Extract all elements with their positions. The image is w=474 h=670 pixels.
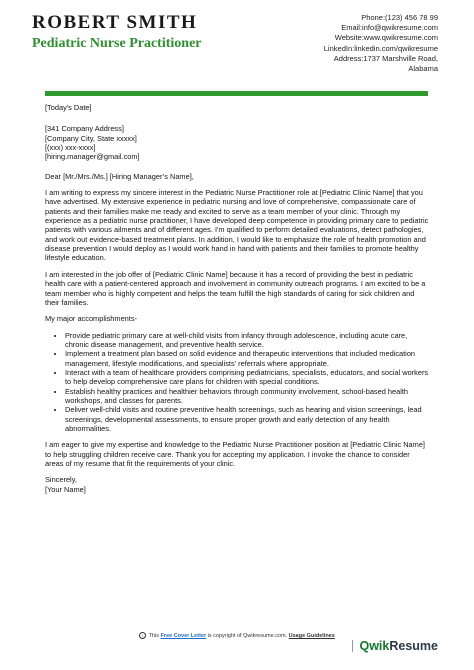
header-divider [45, 91, 428, 96]
list-item: • Establish healthy practices and healthier behaviors through community involvement, school-based health workshops, and classes for parents. [65, 387, 430, 406]
logo-text-resume: Resume [389, 639, 438, 653]
paragraph-interest: I am interested in the job offer of [Pediatric Clinic Name] because it has a record of providing the best in pediatric health care with a patient-centered approach and involvement in community outreach programs. I am excited to be a team member who is highly competent and helps the team fulfill the high standards of caring for sick children and their families. [45, 269, 426, 307]
usage-guidelines-link[interactable]: Usage Guidelines [288, 632, 335, 639]
address-line: [341 Company Address] [45, 124, 124, 134]
footer [0, 632, 474, 639]
signature: [Your Name] [45, 484, 86, 494]
contact-block [248, 13, 438, 74]
info-icon: i [139, 632, 146, 639]
address-line: [hiring.manager@gmail.com] [45, 152, 140, 162]
list-item: • Deliver well-child visits and routine preventive health screenings, such as hearing and vision screenings, lead screenings, developmental assessments, to ensure proper growth and early detection of any health abnormalities. [65, 405, 430, 433]
letter-body [45, 103, 430, 494]
job-title: Pediatric Nurse Practitioner [32, 36, 202, 51]
letter-date: [Today's Date] [45, 103, 92, 112]
address-line: [(xxx) xxx-xxxx] [45, 143, 96, 153]
recipient-address [45, 124, 430, 161]
contact-address: Address:1737 Marshville Road, [333, 53, 438, 63]
free-cover-letter-link[interactable]: Free Cover Letter [160, 632, 207, 639]
accomplishments-list [45, 331, 430, 434]
contact-linkedin[interactable]: LinkedIn:linkedin.com/qwikresume [323, 43, 438, 53]
list-item: • Interact with a team of healthcare providers comprising pediatricians, specialists, educators, and social workers to help develop comprehensive care plans for children with special conditions. [65, 368, 430, 387]
logo-divider [352, 640, 353, 652]
paragraph-intro: I am writing to express my sincere interest in the Pediatric Nurse Practitioner role at [Pediatric Clinic Name] that you have advertised. My extensive experience in pediatric nursing and love of comprehensive, compassionate care of patients and their families make me ready and excited to serve as a team member of your clinic. Through my experience as a pediatric nurse practitioner, I have developed deep competence in providing primary care to pediatric patients with various ailments and of different ages. I'm qualified to perform detailed evaluations, detect pathologies, and work out evidence-based treatment plans. In addition, I would like to emphasize the role of health promotion and disease prevention I would deploy as I would work hand in hand with patients and their families to promote healthy lifestyle education. [45, 188, 429, 263]
contact-address-state: Alabama [408, 64, 438, 74]
paragraph-closing: I am eager to give my expertise and knowledge to the Pediatric Nurse Practitioner position at [Pediatric Clinic Name] to help struggling children receive care. Thank you for accepting my application. I invoke the chance to consider areas of my resume that fit the requirements of your clinic. [45, 440, 425, 468]
candidate-name: ROBERT SMITH [32, 12, 198, 33]
list-item: • Provide pediatric primary care at well-child visits from infancy through adolescence, including acute care, chronic disease management, and preventive health service. [65, 331, 430, 350]
contact-website[interactable]: Website:www.qwikresume.com [334, 33, 438, 43]
footer-copyright: is copyright of Qwikresume.com. [207, 632, 288, 639]
closing: Sincerely, [45, 475, 77, 485]
address-line: [Company City, State xxxxx] [45, 133, 137, 143]
contact-email[interactable]: Email:info@qwikresume.com [341, 23, 438, 33]
accomplishments-heading: My major accomplishments- [45, 314, 137, 324]
contact-phone: Phone:(123) 456 78 99 [361, 13, 438, 22]
logo-text-qwik: Qwik [359, 639, 390, 653]
salutation: Dear [Mr./Mrs./Ms.] [Hiring Manager’s Name], [45, 171, 194, 181]
footer-prefix: This [148, 632, 160, 639]
qwikresume-logo[interactable] [352, 639, 438, 653]
list-item: • Implement a treatment plan based on solid evidence and therapeutic interventions that included medication management, lifestyle modifications, and specialists' referrals where appropriate. [65, 349, 430, 368]
